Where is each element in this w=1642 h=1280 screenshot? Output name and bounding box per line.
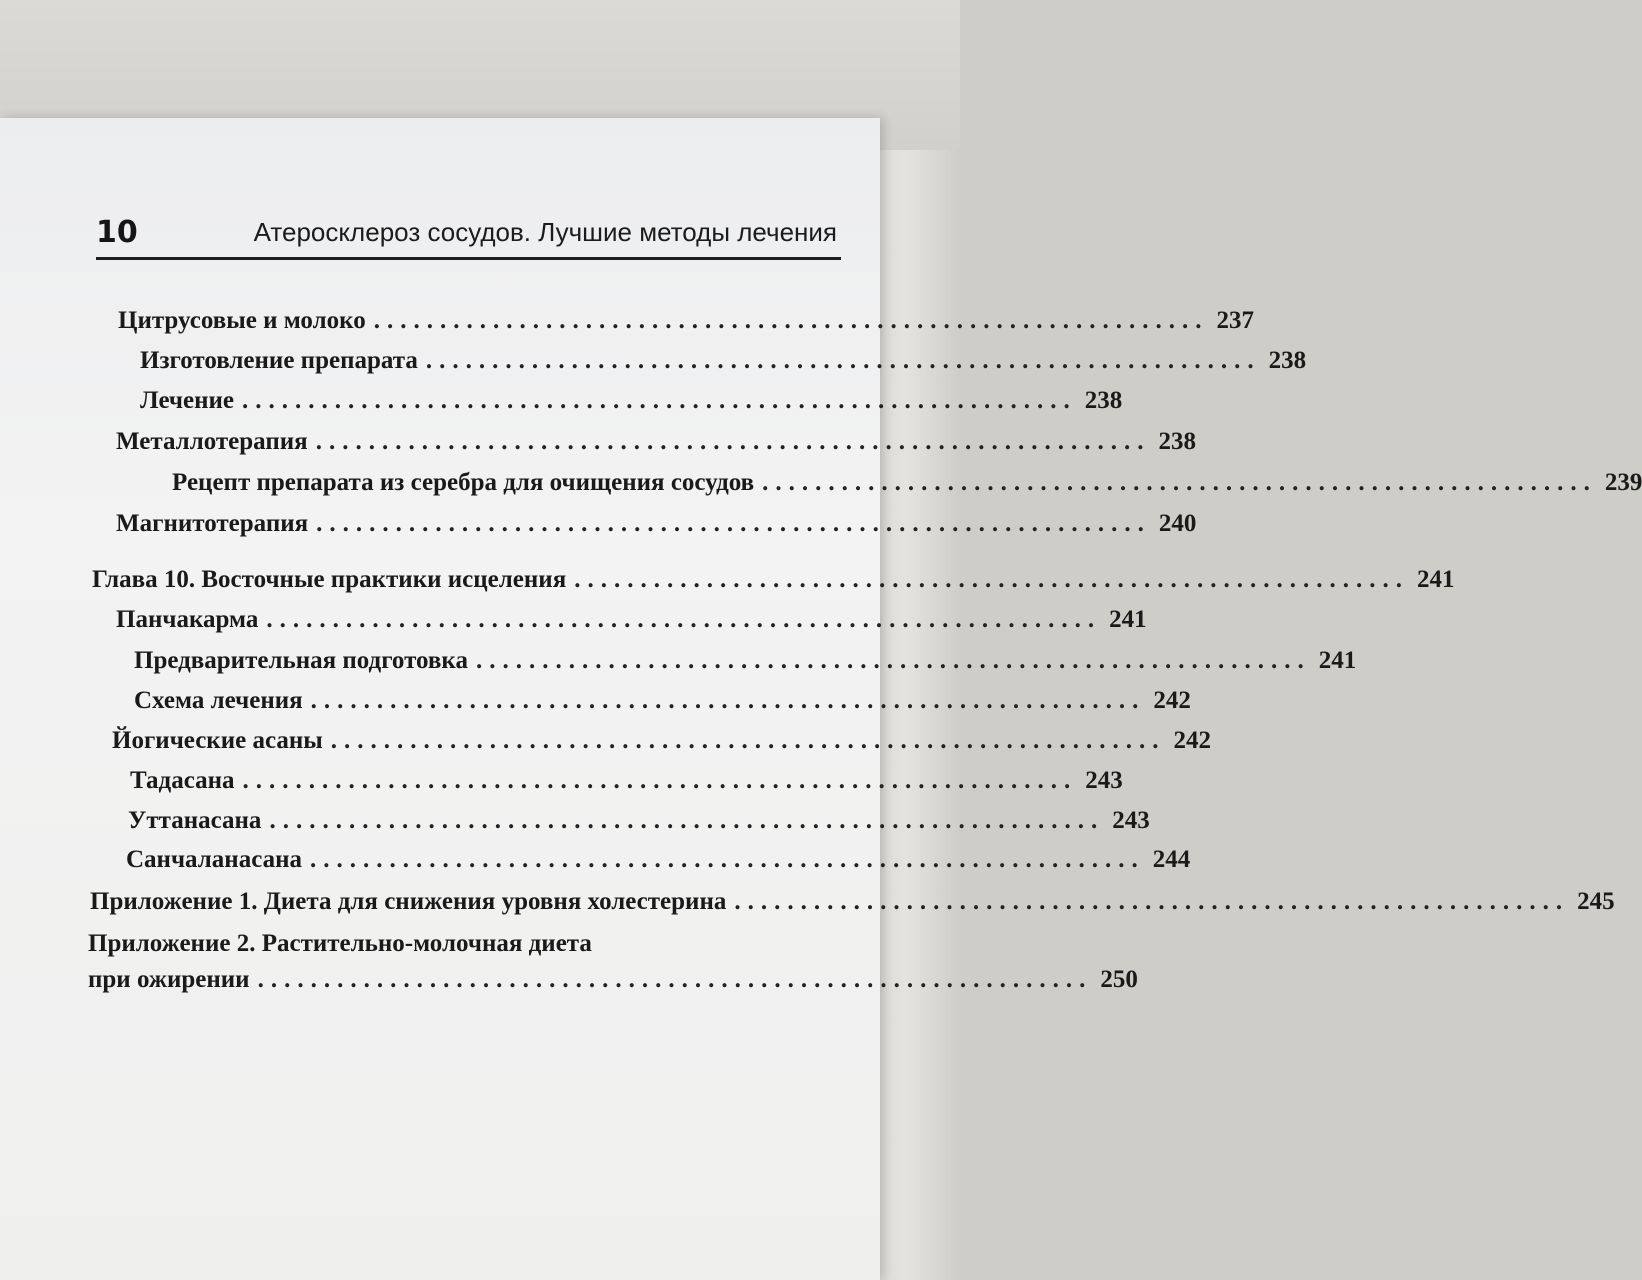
toc-entry	[112, 727, 1212, 761]
dot-leader: ...............................................................	[310, 687, 1146, 714]
toc-entry	[140, 347, 1307, 381]
toc-entry	[134, 687, 1191, 721]
toc-title: Лечение	[140, 387, 235, 414]
dot-leader: ...............................................................	[316, 510, 1151, 537]
toc-title: Глава 10. Восточные практики исцеления	[92, 566, 567, 593]
dot-leader: ...............................................................	[315, 428, 1151, 455]
toc-entry	[128, 807, 1150, 841]
toc-title: Схема лечения	[134, 687, 303, 714]
toc-entry	[126, 846, 1191, 880]
page-number: 10	[96, 215, 138, 250]
toc-entry	[116, 510, 1197, 544]
toc-title: Тадасана	[130, 767, 235, 794]
toc-page: 244	[1152, 846, 1191, 873]
toc-title: Санчаланасана	[126, 846, 303, 873]
dot-leader: ...............................................................	[475, 647, 1311, 674]
toc-appendix-title: Приложение 2. Растительно-молочная диета	[88, 930, 592, 957]
toc-entry	[134, 647, 1357, 681]
toc-page: 239	[1604, 469, 1642, 496]
toc-page: 241	[1109, 606, 1147, 633]
dot-leader: ...............................................................	[425, 347, 1261, 374]
toc-entry	[116, 428, 1196, 462]
dot-leader: ...............................................................	[266, 606, 1102, 633]
dot-leader: ...............................................................	[330, 727, 1166, 754]
dot-leader: ...............................................................	[269, 807, 1105, 834]
toc-title: Предварительная подготовка	[134, 647, 468, 674]
toc-title: при ожирении	[88, 966, 250, 993]
toc-entry	[140, 387, 1123, 421]
toc-title: Приложение 1. Диета для снижения уровня холестерина	[90, 888, 727, 915]
toc-title: Йогические асаны	[112, 727, 323, 754]
toc-entry	[172, 469, 1642, 503]
toc-title: Уттанасана	[128, 807, 262, 834]
toc-page: 243	[1112, 807, 1150, 834]
book-title: Атеросклероз сосудов. Лучшие методы лечения	[253, 217, 837, 247]
toc-page: 242	[1153, 687, 1191, 714]
toc-title: Цитрусовые и молоко	[118, 307, 366, 334]
dot-leader: ...............................................................	[762, 469, 1597, 496]
toc-appendix-entry	[88, 966, 1138, 1000]
toc-page: 250	[1100, 966, 1138, 993]
toc-page: 241	[1318, 647, 1357, 674]
toc-page: 238	[1268, 347, 1307, 374]
dot-leader: ...............................................................	[734, 888, 1570, 915]
dot-leader: ...............................................................	[373, 307, 1209, 334]
toc-title: Рецепт препарата из серебра для очищения сосудов	[172, 469, 755, 496]
toc-page: 237	[1216, 307, 1254, 334]
toc-entry	[118, 307, 1254, 341]
toc-page: 245	[1577, 888, 1615, 915]
toc-entry	[116, 606, 1147, 640]
dot-leader: ...............................................................	[257, 966, 1093, 993]
toc-page: 238	[1158, 428, 1196, 455]
toc-page: 238	[1084, 387, 1123, 414]
toc-page: 242	[1173, 727, 1212, 754]
toc-entry	[130, 767, 1123, 801]
toc-chapter-entry	[92, 566, 1455, 600]
toc-title: Изготовление препарата	[140, 347, 418, 374]
toc-title: Магнитотерапия	[116, 510, 309, 537]
toc-page: 240	[1158, 510, 1197, 537]
toc-page: 243	[1085, 767, 1123, 794]
toc-appendix-entry	[90, 888, 1615, 922]
dot-leader: ...............................................................	[242, 767, 1078, 794]
dot-leader: ...............................................................	[242, 387, 1077, 414]
toc-page: 241	[1416, 566, 1455, 593]
toc-title: Панчакарма	[116, 606, 259, 633]
dot-leader: ...............................................................	[574, 566, 1409, 593]
toc-title: Металлотерапия	[116, 428, 308, 455]
dot-leader: ...............................................................	[310, 846, 1145, 873]
